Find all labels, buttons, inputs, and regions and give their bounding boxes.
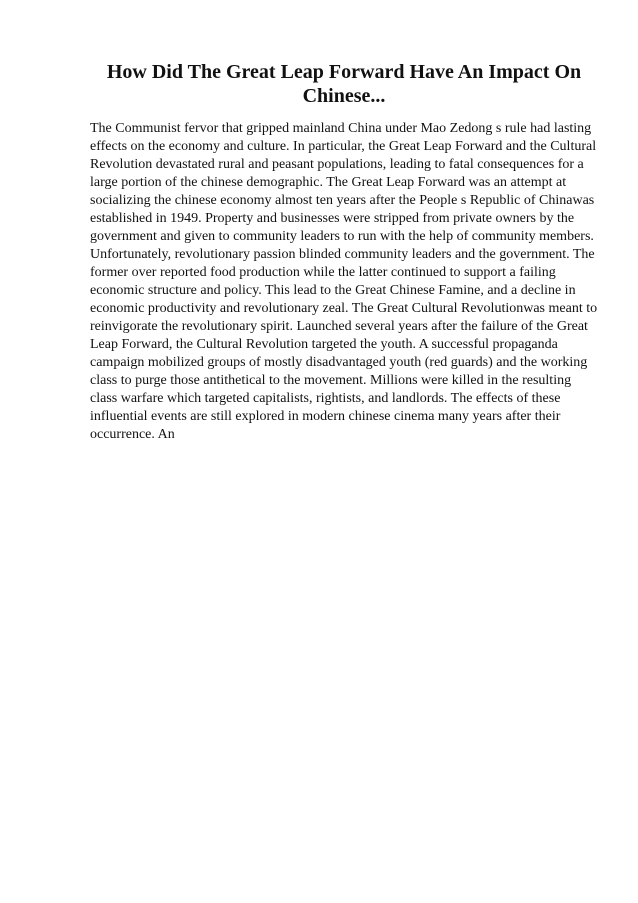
document-body-text: The Communist fervor that gripped mainland China under Mao Zedong s rule had lasting effects on the economy and culture. In particular, the Great Leap Forward and the Cultural Revolution devastated rural and peasant populations, leading to fatal consequences for a large portion of the chinese demographic. The Great Leap Forward was an attempt at socializing the chinese economy almost ten years after the People s Republic of Chinawas established in 1949. Property and businesses were stripped from private owners by the government and given to community leaders to run with the help of community members. Unfortunately, revolutionary passion blinded community leaders and the government. The former over reported food production while the latter continued to support a failing economic structure and policy. This lead to the Great Chinese Famine, and a decline in economic productivity and revolutionary zeal. The Great Cultural Revolutionwas meant to reinvigorate the revolutionary spirit. Launched several years after the failure of the Great Leap Forward, the Cultural Revolution targeted the youth. A successful propaganda campaign mobilized groups of mostly disadvantaged youth (red guards) and the working class to purge those antithetical to the movement. Millions were killed in the resulting class warfare which targeted capitalists, rightists, and landlords. The effects of these influential events are still explored in modern chinese cinema many years after their occurrence. An — [90, 121, 598, 442]
document-title: How Did The Great Leap Forward Have An Impact On Chinese... — [106, 61, 582, 107]
